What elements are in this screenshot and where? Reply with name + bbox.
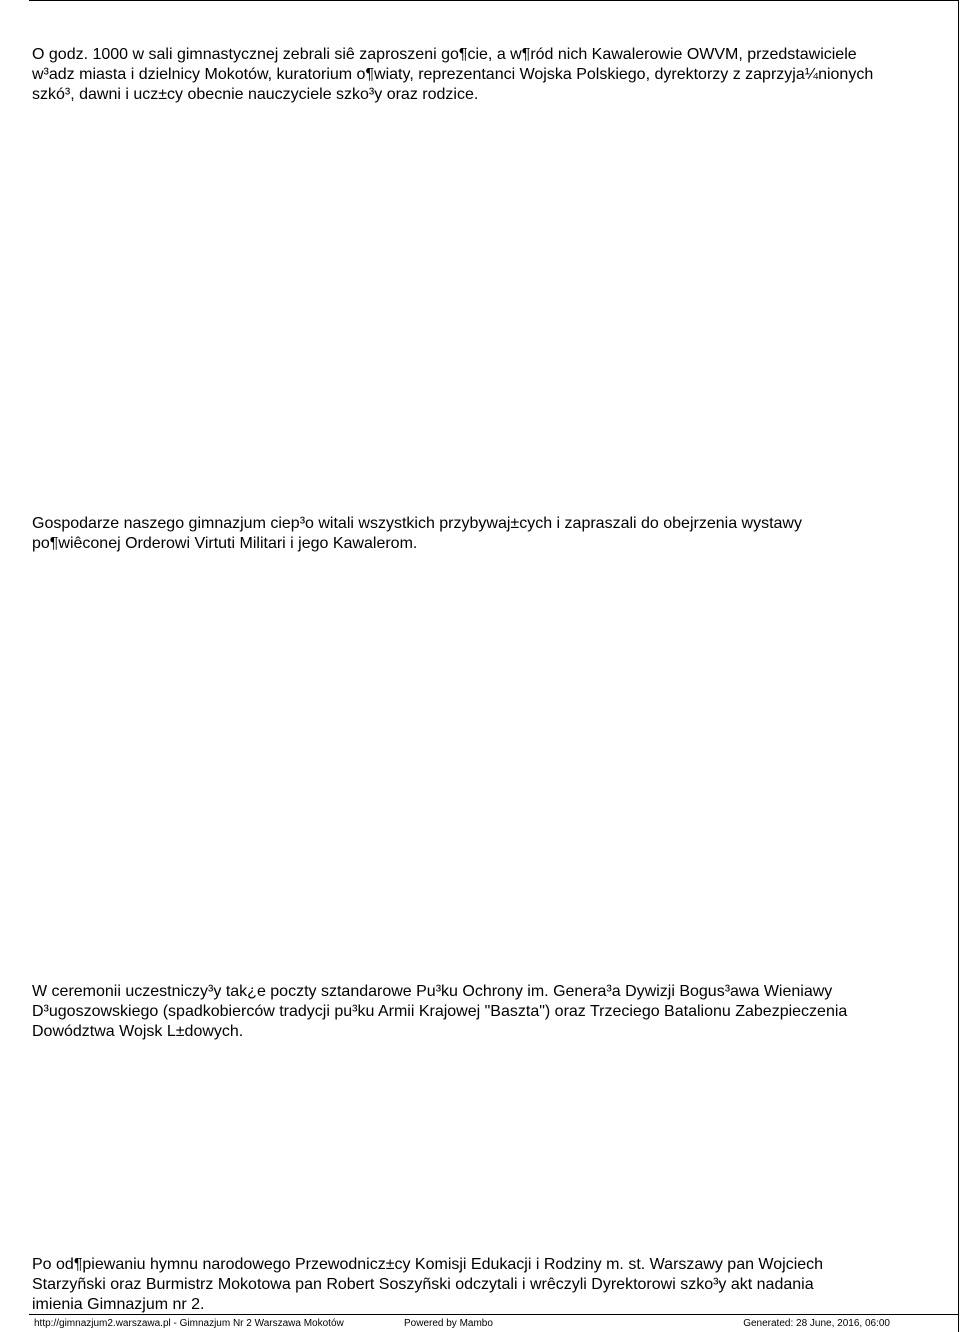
page-border bbox=[29, 0, 959, 1332]
footer-generated-date: Generated: 28 June, 2016, 06:00 bbox=[743, 1318, 890, 1329]
paragraph-anthem: Po od¶piewaniu hymnu narodowego Przewodnicz±cy Komisji Edukacji i Rodziny m. st. Warszawy pan Wojciech Starzyñski oraz Burmistrz Mokotowa pan Robert Soszyñski odczytali i wrêczyli Dyrektorowi szko³y akt nadania imienia Gimnazjum nr 2. bbox=[32, 1256, 824, 1313]
paragraph-hosts: Gospodarze naszego gimnazjum ciep³o witali wszystkich przybywaj±cych i zapraszali do obejrzenia wystawy po¶wiêconej Orderowi Virtuti Militari i jego Kawalerom. bbox=[32, 515, 802, 552]
paragraph-guests: O godz. 1000 w sali gimnastycznej zebrali siê zaproszeni go¶cie, a w¶ród nich Kawalerowie OWVM, przedstawiciele w³adz miasta i dzielnicy Mokotów, kuratorium o¶wiaty, reprezentanci Wojska Polskiego, dyrektorzy z zaprzyja¼nionych szkó³, dawni i ucz±cy obecnie nauczyciele szko³y oraz rodzice. bbox=[32, 46, 874, 103]
paragraph-ceremony: W ceremonii uczestniczy³y tak¿e poczty sztandarowe Pu³ku Ochrony im. Genera³a Dywizji Bogus³awa Wieniawy D³ugoszowskiego (spadkobierców tradycji pu³ku Armii Krajowej "Baszta") oraz Trzeciego Batalionu Zabezpieczenia Dowództwa Wojsk L±dowych. bbox=[32, 983, 848, 1040]
footer-divider bbox=[29, 1314, 959, 1315]
footer-site-url: http://gimnazjum2.warszawa.pl - Gimnazjum Nr 2 Warszawa Mokotów bbox=[34, 1318, 344, 1329]
footer-powered-by: Powered by Mambo bbox=[404, 1318, 493, 1329]
